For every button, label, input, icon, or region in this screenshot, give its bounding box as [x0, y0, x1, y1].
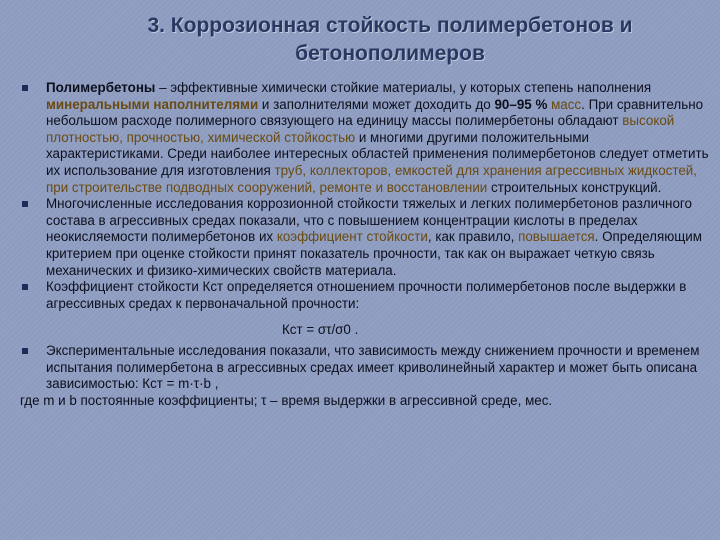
square-bullet-icon — [22, 284, 28, 290]
title-line-2: бетонополимеров — [295, 42, 485, 65]
value-fill-percent: 90–95 % — [494, 96, 548, 112]
square-bullet-icon — [22, 348, 28, 354]
text-run: , как правило, — [427, 229, 519, 245]
highlight-increases: повышается — [518, 229, 595, 245]
formula-kst: Кст = στ/σ0 . — [282, 322, 359, 338]
bullet-paragraph-experimental — [20, 343, 710, 393]
text-run: – эффективные химически стойкие материалы, у которых степень наполнения — [155, 80, 652, 95]
bullet-paragraph-resistance-coefficient — [20, 279, 710, 312]
text-run: Экспериментальные исследования показали, что зависимость между снижением прочности и временем испытания полимербетона в агрессивных средах имеет криволинейный характер и может быть описана зависимостью: Кст = m·τ·b , — [46, 342, 700, 392]
highlight-mass: масс — [547, 96, 582, 112]
text-run: и многими другими положительными характеристиками. Среди наиболее интересных областей применения полимербетонов следует отметить их использование для изготовления — [46, 129, 709, 178]
highlight-properties: высокой плотностью, прочностью, химической стойкостью — [46, 113, 675, 145]
highlight-mineral-fillers: минеральными наполнителями — [46, 96, 259, 112]
highlight-resistance-coefficient: коэффициент стойкости — [276, 229, 428, 245]
text-run: . При сравнительно небольшом расходе полимерного связующего на единицу массы полимербетоны обладают — [46, 96, 704, 129]
square-bullet-icon — [22, 85, 28, 91]
text-run: и заполнителями может доходить до — [258, 96, 495, 112]
title-line-1: 3. Коррозионная стойкость полимербетонов и — [147, 14, 633, 37]
slide-title — [70, 12, 710, 68]
bullet-paragraph-corrosion-studies — [20, 196, 710, 279]
text-run: Многочисленные исследования коррозионной стойкости тяжелых и легких полимербетонов различного состава в агрессивных средах показали, что с повышением концентрации кислоты в пределах неокисляемости полимербетонов их — [46, 196, 692, 245]
highlight-applications: труб, коллекторов, емкостей для хранения агрессивных жидкостей, при строительстве подводных сооружений, ремонте и восстановлении — [46, 162, 697, 195]
text-run: . Определяющим критерием при оценке стойкости принят показатель прочности, так как он выражает четкую связь механических и физико-химических свойств материала. — [46, 229, 702, 278]
slide-body — [20, 80, 710, 409]
square-bullet-icon — [22, 201, 28, 207]
text-run: Коэффициент стойкости Кст определяется отношением прочности полимербетонов после выдержки в агрессивных средах к первоначальной прочности: — [46, 279, 687, 311]
bullet-paragraph-polymer-concretes — [20, 80, 710, 196]
term-polymer-concretes: Полимербетоны — [46, 80, 156, 95]
text-run: строительных конструкций. — [487, 179, 662, 195]
coefficients-note: где m и b постоянные коэффициенты; τ – время выдержки в агрессивной среде, мес. — [20, 392, 553, 408]
